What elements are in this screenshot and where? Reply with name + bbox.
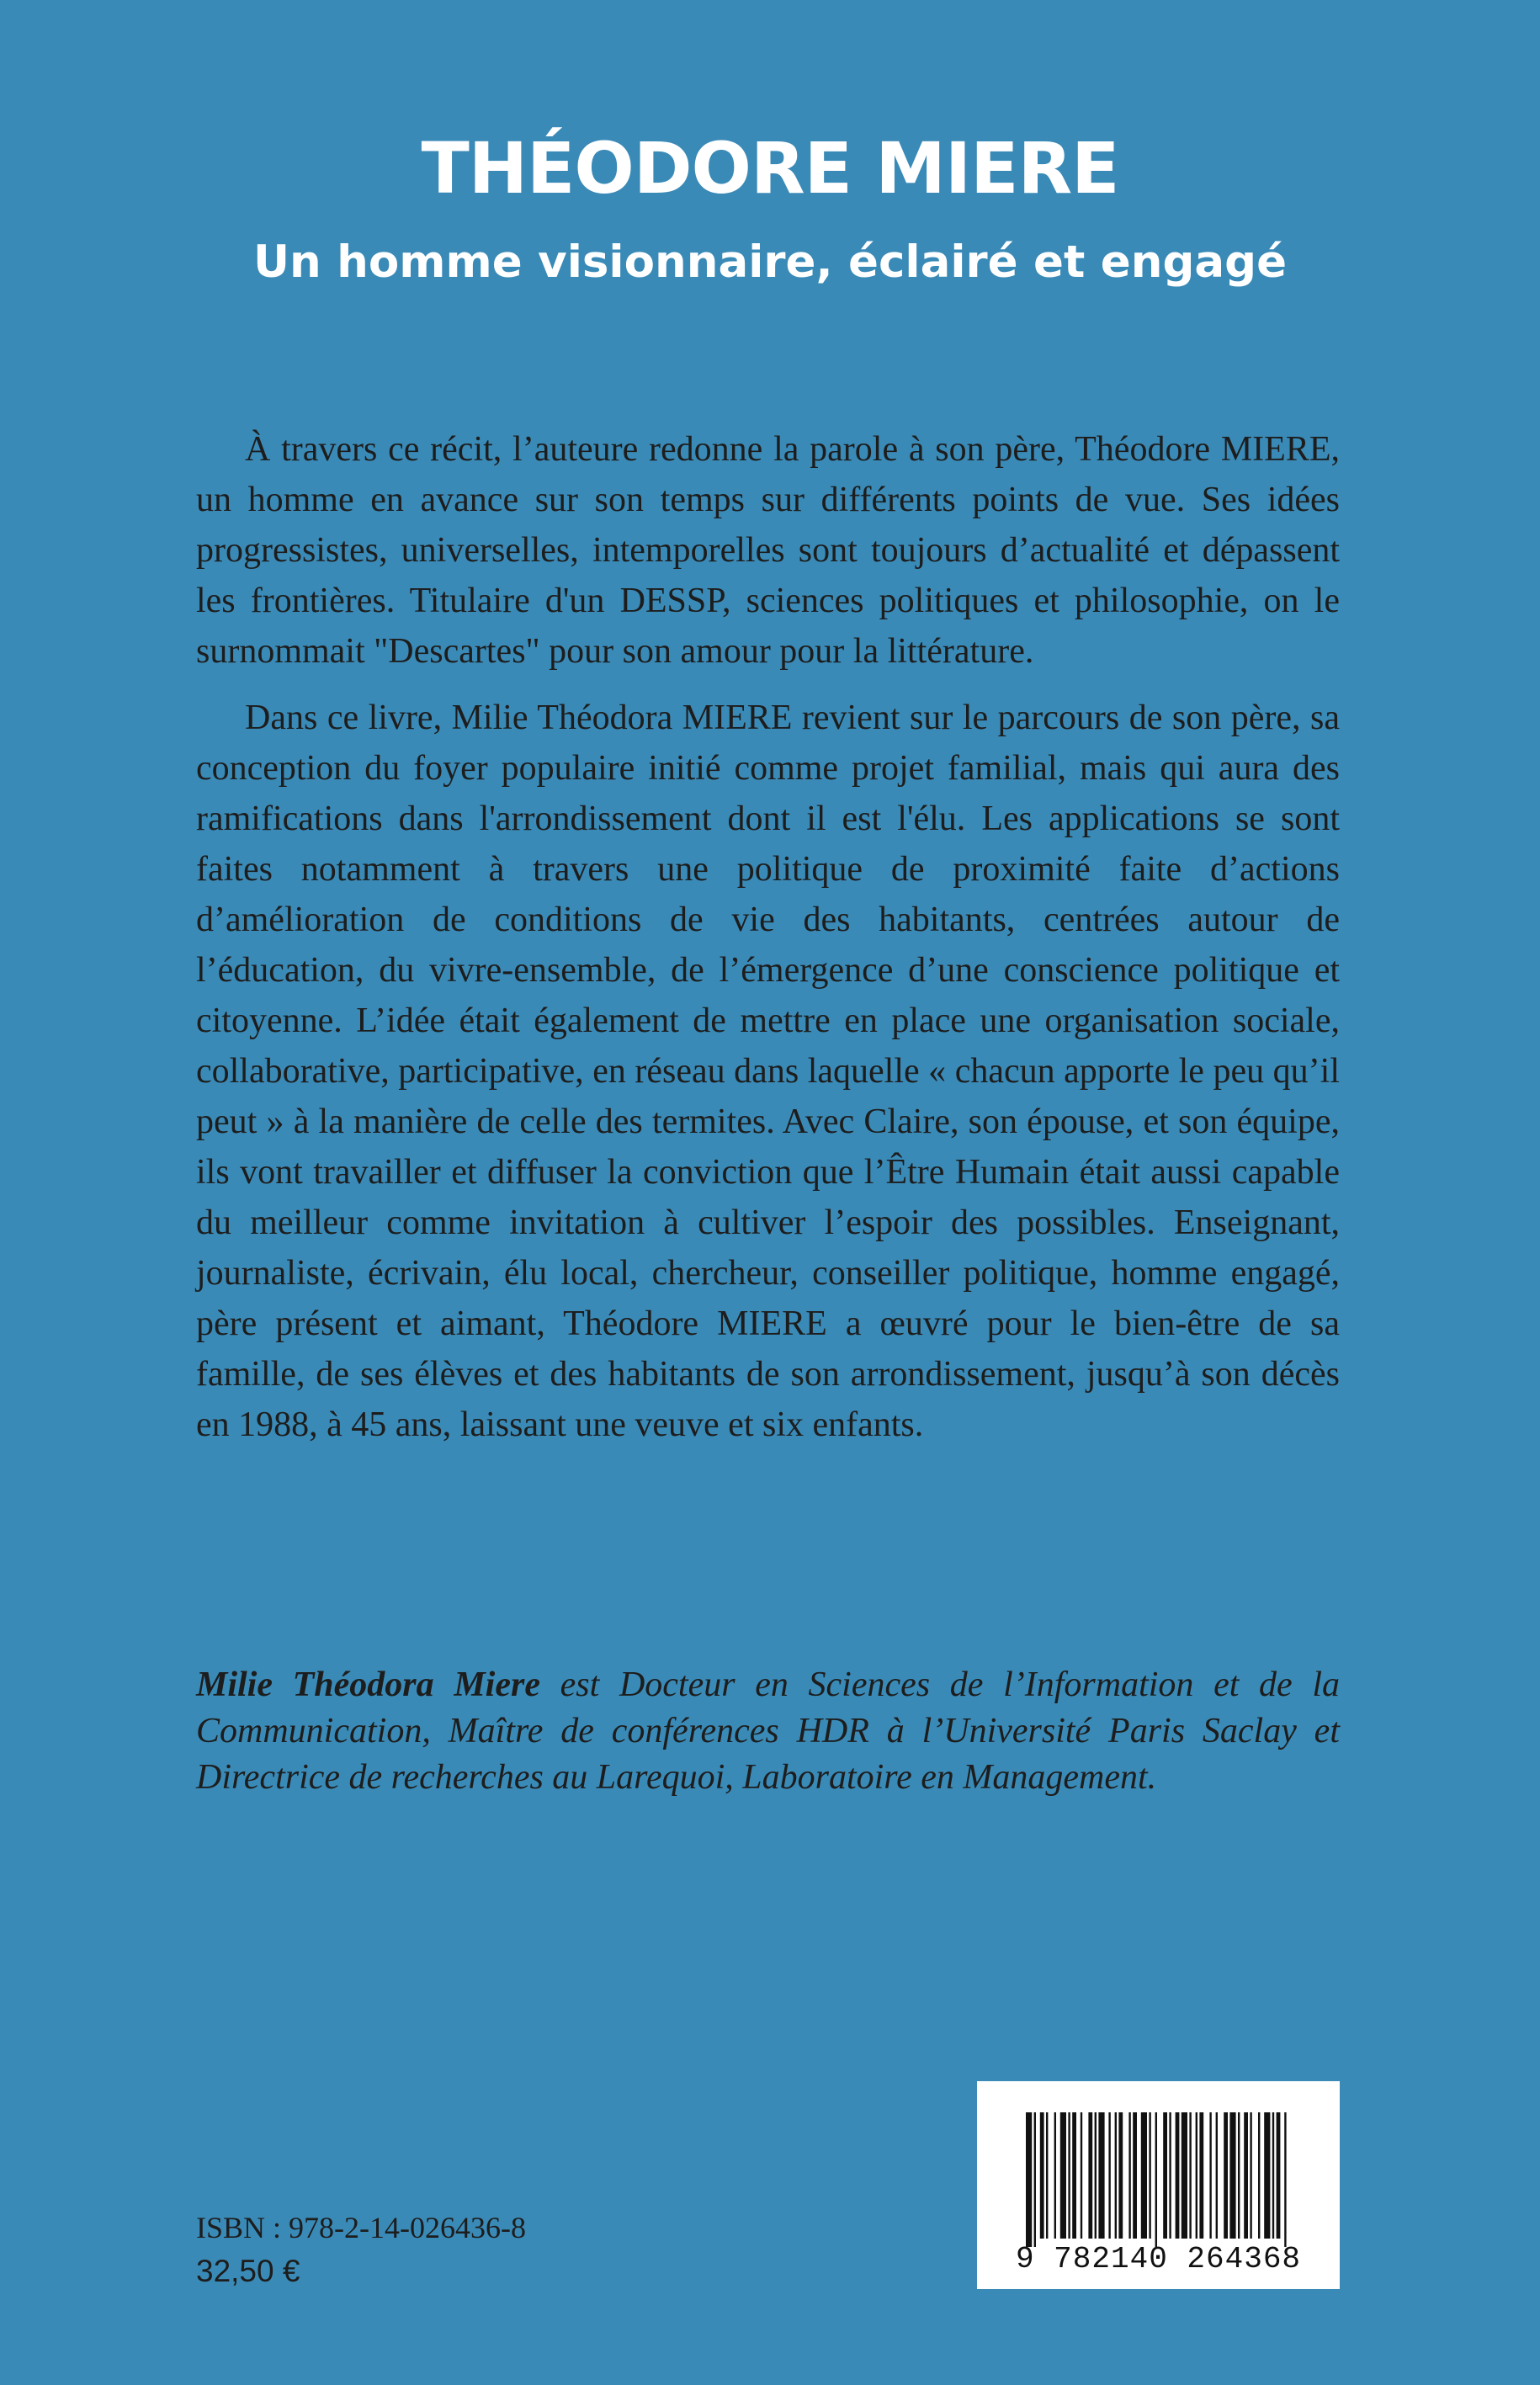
author-bio — [196, 1662, 1340, 1801]
barcode-bar — [1060, 2112, 1066, 2239]
barcode-bar — [1176, 2112, 1180, 2239]
barcode — [977, 2081, 1340, 2289]
barcode-bar — [1224, 2112, 1228, 2239]
barcode-bar — [1118, 2112, 1123, 2239]
book-subtitle: Un homme visionnaire, éclairé et engagé — [252, 236, 1288, 288]
barcode-bar — [1081, 2112, 1082, 2239]
author-bio-text: est Docteur en Sciences de l’Information et de la Communication, Maître de conférences HDR à l’Université Paris Saclay et Directrice de recherches au Larequoi, Laboratoire en Management. — [196, 1665, 1341, 1797]
barcode-bar — [1098, 2112, 1104, 2239]
barcode-bar — [1250, 2112, 1251, 2239]
barcode-bar — [1095, 2112, 1097, 2239]
barcode-bar — [1115, 2112, 1117, 2239]
barcode-bar — [1182, 2112, 1187, 2239]
barcode-bar — [1196, 2112, 1197, 2239]
barcode-bar — [1189, 2112, 1191, 2239]
barcode-bar — [1088, 2112, 1092, 2239]
barcode-bar — [1068, 2112, 1070, 2239]
barcode-bar — [1133, 2112, 1137, 2239]
barcode-bar — [1272, 2112, 1274, 2239]
barcode-bar — [1054, 2112, 1056, 2239]
barcode-bar — [1034, 2112, 1036, 2247]
book-title: THÉODORE MIERE — [421, 127, 1119, 210]
barcode-bar — [1216, 2112, 1218, 2239]
isbn: ISBN : 978-2-14-026436-8 — [196, 2211, 526, 2244]
barcode-bar — [1128, 2112, 1130, 2239]
barcode-bar — [1199, 2112, 1203, 2239]
barcode-bar — [1108, 2112, 1110, 2239]
barcode-bar — [1141, 2112, 1147, 2239]
barcode-bar — [1209, 2112, 1211, 2239]
barcode-bar — [1040, 2112, 1044, 2239]
summary-paragraph-2: Dans ce livre, Milie Théodora MIERE revient sur le parcours de son père, sa conception du foyer populaire initié comme projet familial, mais qui aura des ramifications dans l'arrondissement dont il est l'élu. Les applications se sont faites notamment à travers une politique de proximité faite d’actions d’amélioration de conditions de vie des habitants, centrées autour de l’éducation, du vivre-ensemble, de l’émergence d’une conscience politique et citoyenne. L’idée était également de mettre en place une organisation sociale, collaborative, participative, en réseau dans laquelle « chacun apporte le peu qu’il peut » à la manière de celle des termites. Avec Claire, son épouse, et son équipe, ils vont travailler et diffuser la conviction que l’Être Humain était aussi capable du meilleur comme invitation à cultiver l’espoir des possibles. Enseignant, journaliste, écrivain, élu local, chercheur, conseiller politique, homme engagé, père présent et aimant, Théodore MIERE a œuvré pour le bien-être de sa famille, de ses élèves et des habitants de son arrondissement, jusqu’à son décès en 1988, à 45 ans, laissant une veuve et six enfants. — [196, 699, 1340, 1444]
back-cover-summary — [196, 424, 1340, 1466]
barcode-bar — [1264, 2112, 1270, 2239]
barcode-bar — [1072, 2112, 1076, 2239]
barcode-bar — [1277, 2112, 1281, 2239]
barcode-bar — [1238, 2112, 1240, 2239]
barcode-bar — [1244, 2112, 1248, 2239]
price: 32,50 € — [196, 2254, 300, 2288]
barcode-bar — [1026, 2112, 1032, 2247]
barcode-bar — [1046, 2112, 1048, 2239]
barcode-bar — [1169, 2112, 1171, 2239]
barcode-bar — [1163, 2112, 1167, 2239]
summary-paragraph-1: À travers ce récit, l’auteure redonne la parole à son père, Théodore MIERE, un homme en avance sur son temps sur différents points de vue. Ses idées progressistes, universelles, intemporelles sont toujours d’actualité et dépassent les frontières. Titulaire d'un DESSP, sciences politiques et philosophie, on le surnommait "Descartes" pour son amour pour la littérature. — [196, 430, 1340, 671]
author-name: Milie Théodora Miere — [196, 1665, 540, 1704]
barcode-bar — [1229, 2112, 1235, 2239]
barcode-bar — [1155, 2112, 1157, 2247]
barcode-bar — [1149, 2112, 1150, 2239]
barcode-digits: 9 782140 264368 — [1015, 2242, 1302, 2276]
barcode-bar — [1284, 2112, 1286, 2247]
barcode-bar — [1258, 2112, 1260, 2239]
